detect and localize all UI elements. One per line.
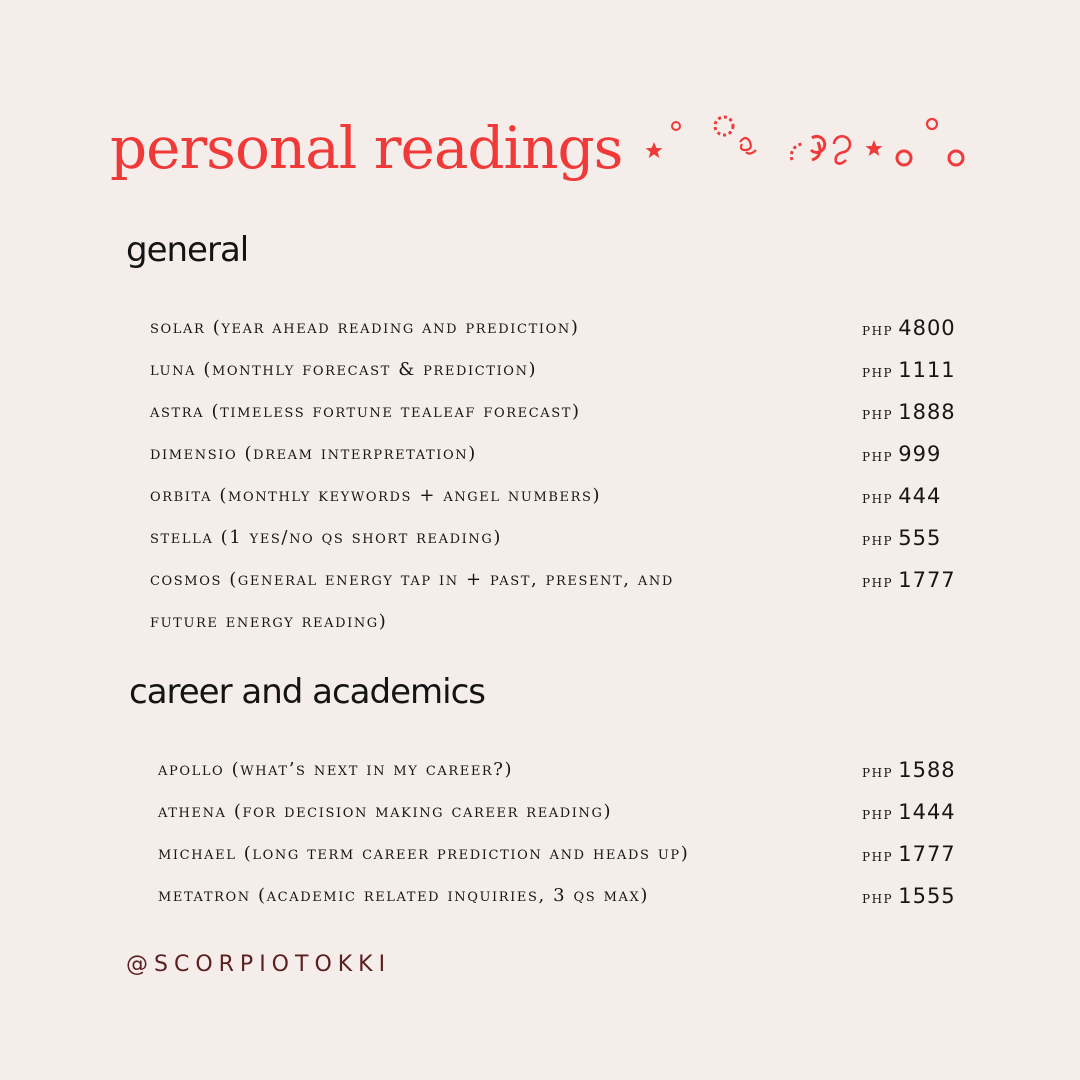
price-amount: 1444	[898, 800, 956, 824]
price-currency: php	[862, 888, 894, 908]
price-currency: php	[862, 446, 894, 466]
price-currency: php	[862, 846, 894, 866]
price-currency: php	[862, 572, 894, 592]
price-currency: php	[862, 404, 894, 424]
price-amount: 1777	[898, 568, 956, 592]
price-amount: 1111	[898, 358, 956, 382]
item-name: solar (year ahead reading and prediction)	[150, 317, 580, 338]
price-amount: 1777	[898, 842, 956, 866]
stars-and-circles-flourish-icon	[642, 112, 972, 176]
price-amount: 999	[898, 442, 942, 466]
section-heading-career: career and academics	[129, 672, 485, 712]
price-amount: 1588	[898, 758, 956, 782]
item-name: dimensio (dream interpretation)	[150, 443, 477, 464]
page-title: personal readings	[110, 114, 623, 182]
item-name: stella (1 yes/no qs short reading)	[150, 527, 502, 548]
item-name: athena (for decision making career reading)	[158, 801, 613, 822]
price-currency: php	[862, 488, 894, 508]
price-amount: 4800	[898, 316, 956, 340]
price-currency: php	[862, 762, 894, 782]
price-amount: 555	[898, 526, 942, 550]
section-heading-general: general	[126, 230, 249, 270]
price-currency: php	[862, 362, 894, 382]
item-name-line2: future energy reading)	[150, 611, 388, 632]
price-currency: php	[862, 530, 894, 550]
item-name-line1: cosmos (general energy tap in + past, present, and	[150, 569, 674, 590]
item-name: metatron (academic related inquiries, 3 qs max)	[158, 885, 649, 906]
item-name: michael (long term career prediction and heads up)	[158, 843, 690, 864]
item-name: apollo (what’s next in my career?)	[158, 759, 514, 780]
item-name: astra (timeless fortune tealeaf forecast)	[150, 401, 581, 422]
price-amount: 444	[898, 484, 942, 508]
price-currency: php	[862, 804, 894, 824]
item-name: luna (monthly forecast & prediction)	[150, 359, 538, 380]
social-handle: @SCORPIOTOKKI	[126, 952, 392, 977]
price-currency: php	[862, 320, 894, 340]
price-amount: 1888	[898, 400, 956, 424]
item-name: orbita (monthly keywords + angel numbers)	[150, 485, 602, 506]
price-amount: 1555	[898, 884, 956, 908]
